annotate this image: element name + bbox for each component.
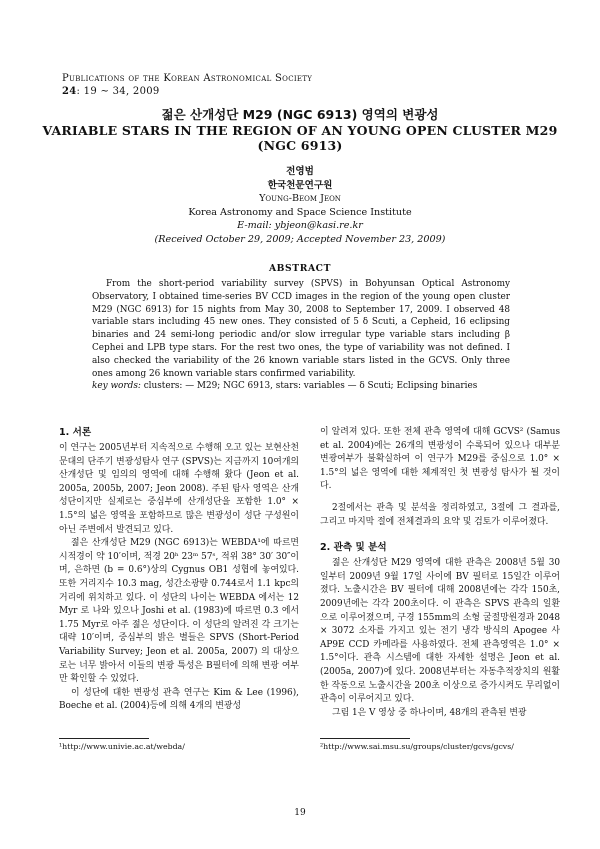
observation-paragraph-1: 젊은 산개성단 M29 영역에 대한 관측은 2008년 5월 30일부터 2009년 9월 17일 사이에 BV 필터로 15일간 이루어졌다. 노출시간은 BV 필터에 대해 2008년에는 각각 150초, 2009년에는 각각 200초이다. 이 관측은 SPVS 관측의 일환으로 이루어졌으며, 구경 155mm의 소형 굴절망원경과 2048 × 3072 소자를 가지고 있는 전기 냉각 방식의 Apogee 사 AP9E CCD 카메라를 사용하였다. 전체 관측영역은 1.0° × 1.5°이다. 관측 시스템에 대한 자세한 설명은 Jeon et al. (2005a, 2007)에 있다. 2008년부터는 자동추적장치의 원활한 작동으로 노출시간을 200초 이상으로 증가시켜도 무리없이 관측이 이루어지고 있다. — [320, 558, 560, 705]
author-email: E-mail: ybjeon@kasi.re.kr — [237, 220, 363, 232]
affiliation-english: Korea Astronomy and Space Science Institute — [188, 206, 412, 218]
volume-number: 24 — [62, 86, 77, 97]
section-observation-heading: 2. 관측 및 분석 — [320, 542, 387, 554]
author-name-korean: 전영범 — [286, 166, 314, 177]
intro-paragraph-5: 2절에서는 관측 및 분석을 정리하였고, 3절에 그 결과를, 그리고 마지막 절에 전체결과의 요약 및 검토가 이루어졌다. — [320, 502, 560, 527]
keywords — [92, 380, 522, 392]
page-number: 19 — [294, 808, 306, 818]
intro-paragraph-1: 이 연구는 2005년부터 지속적으로 수행해 오고 있는 보현산천문대의 단주기 변광성탐사 연구 (SPVS)는 지금까지 10여개의 산개성단 및 임의의 영역에 대해 수행해 왔다 (Jeon et al. 2005a, 2005b, 2007; Jeon 2008). 주된 탐사 영역은 산개성단이지만 실제로는 중심부에 산개성단을 포함한 1.0° × 1.5°의 넓은 영역을 포함하므로 많은 변광성이 성단 구성원이 아닌 주변에서 발견되고 있다. — [59, 443, 299, 535]
intro-paragraph-4: 이 알려져 있다. 또한 전체 관측 영역에 대해 GCVS² (Samus et al. 2004)에는 26개의 변광성이 수록되어 있으나 대부분 변광여부가 불확실하여 이 연구가 M29를 중심으로 1.0° × 1.5°의 넓은 영역에 대한 체계적인 첫 변광성 탐사가 될 것이다. — [320, 427, 560, 492]
footnote-gcvs: ²http://www.sai.msu.su/groups/cluster/gcvs/gcvs/ — [320, 742, 514, 751]
title-korean: 젊은 산개성단 M29 (NGC 6913) 영역의 변광성 — [161, 107, 439, 122]
intro-paragraph-3: 이 성단에 대한 변광성 관측 연구는 Kim & Lee (1996), Boeche et al. (2004)등에 의해 4개의 변광성 — [59, 687, 299, 712]
author-name-english: Young-Beom Jeon — [259, 193, 341, 205]
affiliation-korean: 한국천문연구원 — [267, 179, 333, 191]
title-block — [40, 107, 560, 153]
page-range: : 19 ∼ 34, 2009 — [76, 86, 160, 97]
received-dates: (Received October 29, 2009; Accepted November 23, 2009) — [154, 233, 446, 245]
footnote-rule-left — [59, 738, 149, 739]
keywords-text: clusters: — M29; NGC 6913, stars: variables — δ Scuti; Eclipsing binaries — [140, 381, 478, 391]
journal-volume-line — [62, 85, 312, 98]
abstract-heading: ABSTRACT — [268, 263, 332, 274]
observation-paragraph-2: 그림 1은 V 영상 중 하나이며, 48개의 관측된 변광 — [332, 707, 527, 718]
journal-header — [62, 72, 312, 98]
abstract-text: From the short-period variability survey (SPVS) in Bohyunsan Optical Astronomy Observatory, I obtained time-series BV CCD images in the region of the young open cluster M29 (NGC 6913) for 15 nights from May 30, 2008 to September 17, 2009. I observed 48 variable stars including 45 new ones. They consisted of 5 δ Scuti, a Cepheid, 16 eclipsing binaries and 24 semi-long periodic and/or slow irregular type variable stars including β Cephei and LPB type stars. For the rest two ones, the type of variability was not defined. I also checked the variability of the 26 known variable stars listed in the GCVS. Only three ones among 26 known variable stars confirmed variability. — [92, 279, 510, 379]
title-english: VARIABLE STARS IN THE REGION OF AN YOUNG OPEN CLUSTER M29 (NGC 6913) — [42, 123, 558, 153]
section-intro-heading: 1. 서론 — [59, 427, 92, 438]
intro-paragraph-2: 젊은 산개성단 M29 (NGC 6913)는 WEBDA¹에 따르면 시적경이 약 10′이며, 적경 20ʰ 23ᵐ 57ˢ, 적위 38° 30′ 30″이며, 은하면 (b = 0.6°)상의 Cygnus OB1 성협에 놓여있다. 또한 거리지수 10.3 mag, 성간소광량 0.744로서 1.1 kpc의 거리에 위치하고 있다. 이 성단의 나이는 WEBDA 에서는 12 Myr 로 나와 있으나 Joshi et al. (1983)에 따르면 0.3 에서 1.75 Myr로 아주 젊은 성단이다. 이 성단의 알려진 각 크기는 대략 10′이며, 중심부의 밝은 별들은 SPVS (Short-Period Variability Survey; Jeon et al. 2005a, 2007) 의 대상으로는 너무 밝아서 이들의 변광 특성은 B필터에 의해 변광 여부만 확인할 수 있었다. — [59, 538, 299, 685]
left-column — [59, 426, 299, 714]
footnote-rule-right — [320, 738, 410, 739]
journal-name: Publications of the Korean Astronomical Society — [62, 73, 313, 84]
footnote-webda: ¹http://www.univie.ac.at/webda/ — [59, 742, 185, 751]
keywords-label: key words: — [92, 381, 141, 391]
author-block — [40, 165, 560, 247]
right-column — [320, 426, 560, 720]
